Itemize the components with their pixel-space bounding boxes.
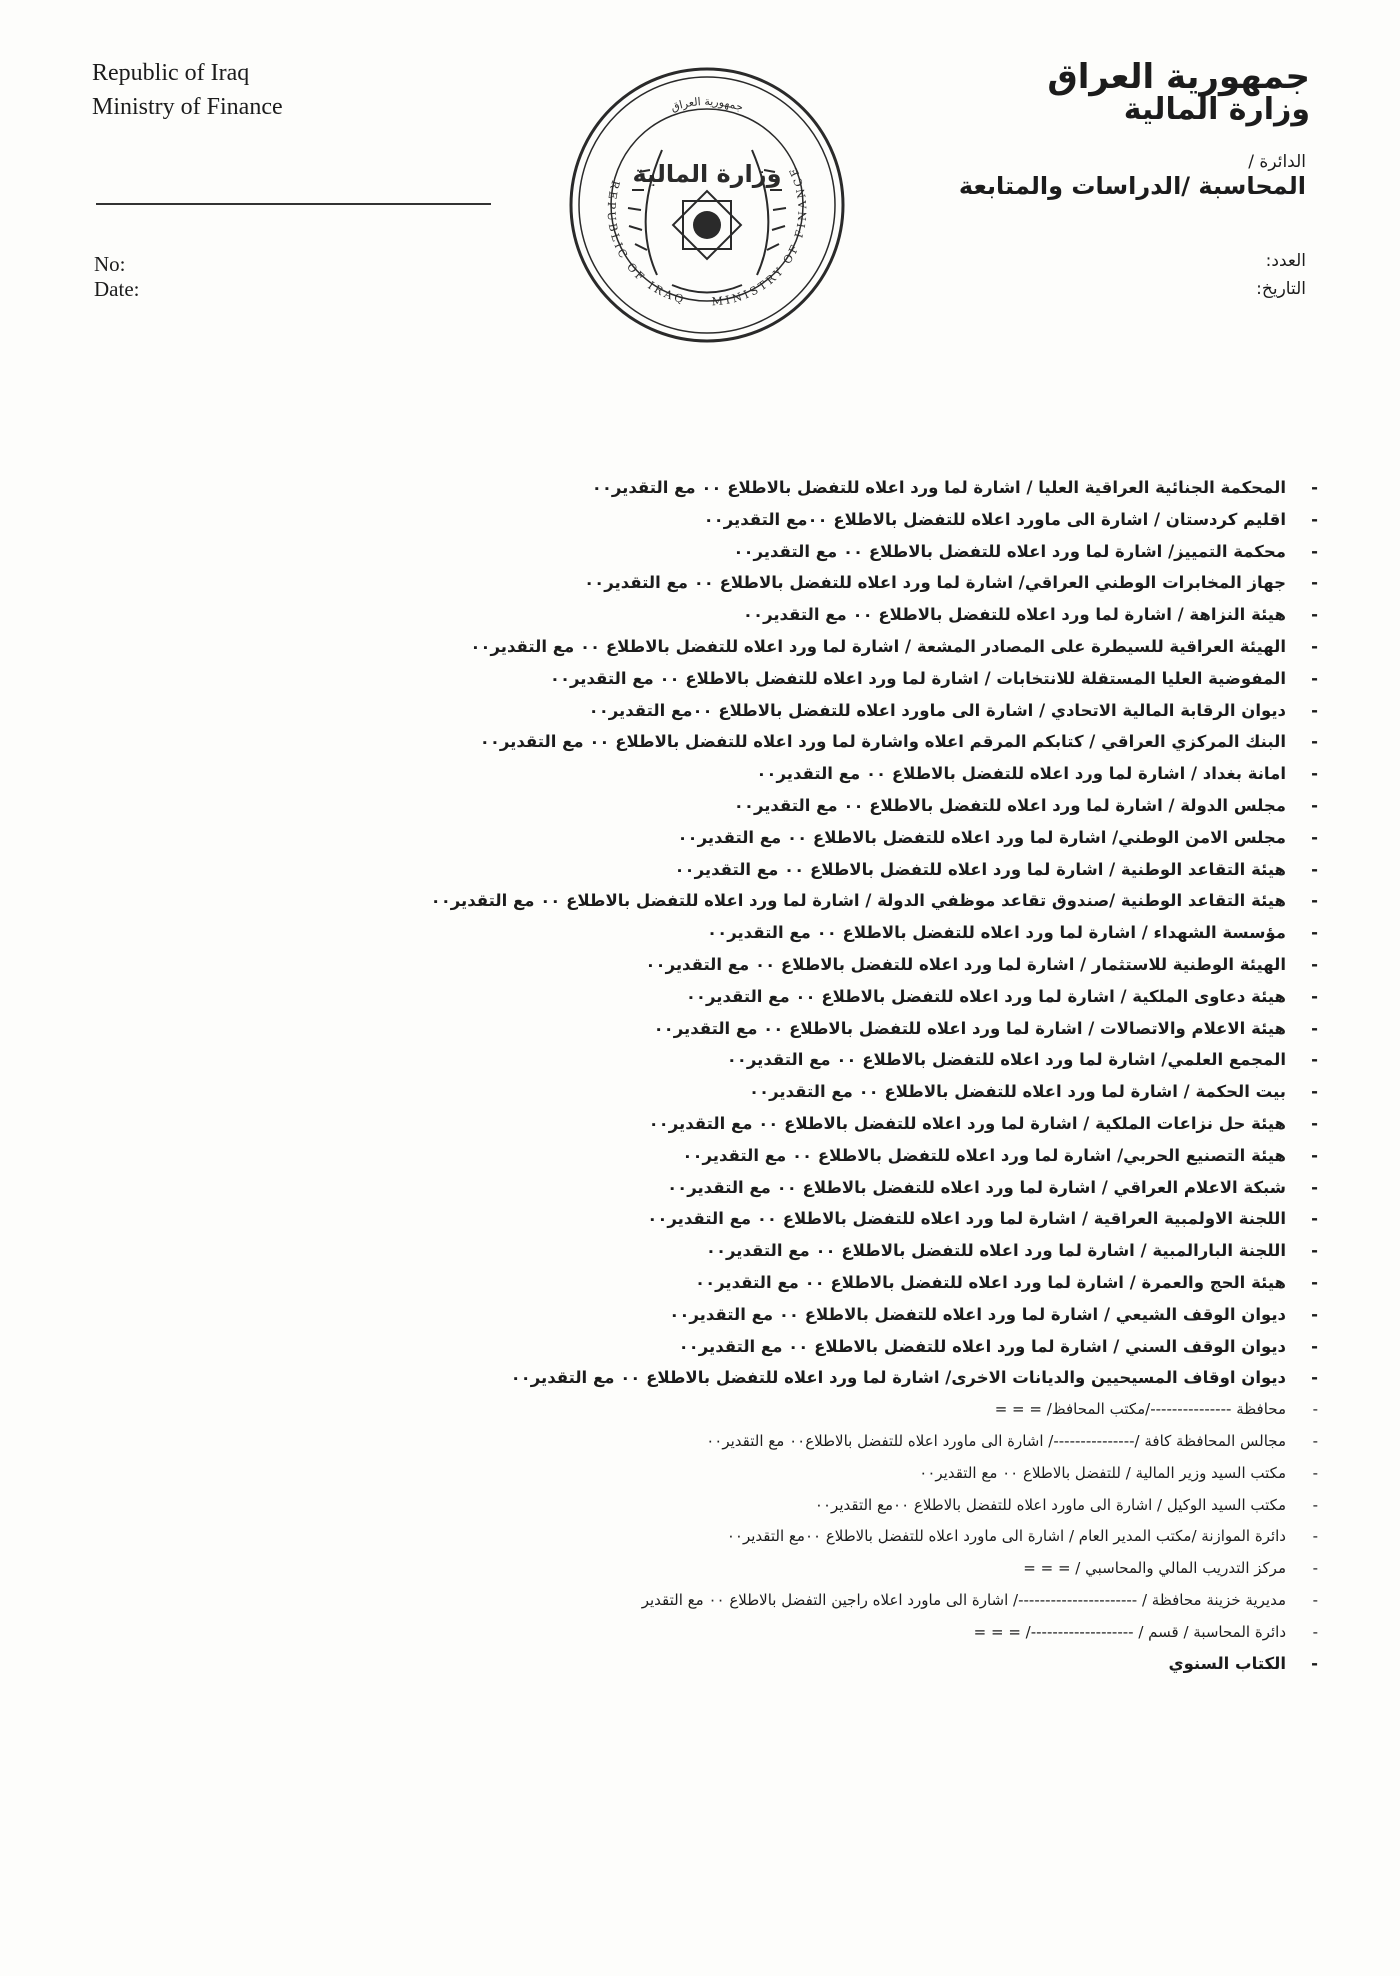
english-header-rule	[96, 203, 491, 205]
english-letterhead	[92, 56, 283, 124]
list-item-text: اللجنة البارالمبية / اشارة لما ورد اعلاه للتفضل بالاطلاع ٠٠ مع التقدير٠٠	[705, 1241, 1286, 1261]
list-bullet: -	[1311, 859, 1318, 879]
arabic-date-label: التاريخ:	[1256, 279, 1306, 299]
list-item	[218, 472, 1318, 504]
list-bullet: -	[1311, 636, 1318, 656]
list-bullet: -	[1312, 1463, 1318, 1482]
list-item-text: المجمع العلمي/ اشارة لما ورد اعلاه للتفضل بالاطلاع ٠٠ مع التقدير٠٠	[726, 1050, 1286, 1070]
list-bullet: -	[1312, 1559, 1318, 1578]
arabic-ministry-name: وزارة المالية	[1123, 92, 1310, 127]
list-item	[218, 1299, 1318, 1331]
list-item	[218, 790, 1318, 822]
arabic-department-label: الدائرة /	[1248, 152, 1306, 172]
english-reference-block	[94, 252, 139, 302]
list-item	[218, 1076, 1318, 1108]
list-bullet: -	[1311, 668, 1318, 688]
arabic-reference-block	[1256, 247, 1306, 303]
list-item-text: مجالس المحافظة كافة /---------------/ اشارة الى ماورد اعلاه للتفضل بالاطلاع٠٠ مع التقدير٠٠	[706, 1431, 1286, 1450]
list-item	[218, 854, 1318, 886]
list-item-text: مديرية خزينة محافظة / ----------------------/ اشارة الى ماورد اعلاه راجين التفضل بالاطلاع ٠٠ مع التقدير	[641, 1590, 1286, 1609]
list-bullet: -	[1311, 541, 1318, 561]
list-item-text: الكتاب السنوي	[1168, 1654, 1286, 1674]
list-bullet: -	[1311, 954, 1318, 974]
list-item-text: مكتب السيد الوكيل / اشارة الى ماورد اعلاه للتفضل بالاطلاع ٠٠مع التقدير٠٠	[814, 1495, 1286, 1514]
list-item-text: هيئة النزاهة / اشارة لما ورد اعلاه للتفضل بالاطلاع ٠٠ مع التقدير٠٠	[742, 605, 1286, 625]
list-bullet: -	[1311, 986, 1318, 1006]
list-item	[218, 1394, 1318, 1426]
list-bullet: -	[1311, 1241, 1318, 1261]
english-ministry-name: Ministry of Finance	[92, 94, 283, 120]
list-item-text: هيئة التقاعد الوطنية / اشارة لما ورد اعلاه للتفضل بالاطلاع ٠٠ مع التقدير٠٠	[674, 859, 1286, 879]
list-item	[218, 567, 1318, 599]
list-item	[218, 1044, 1318, 1076]
list-item	[218, 1267, 1318, 1299]
list-item-text: اللجنة الاولمبية العراقية / اشارة لما ورد اعلاه للتفضل بالاطلاع ٠٠ مع التقدير٠٠	[647, 1209, 1286, 1229]
list-item	[218, 663, 1318, 695]
list-bullet: -	[1312, 1590, 1318, 1609]
star-ornament-icon	[673, 191, 741, 259]
list-item	[218, 631, 1318, 663]
list-item-text: محكمة التمييز/ اشارة لما ورد اعلاه للتفضل بالاطلاع ٠٠ مع التقدير٠٠	[733, 541, 1286, 561]
list-bullet: -	[1311, 923, 1318, 943]
list-item-text: هيئة دعاوى الملكية / اشارة لما ورد اعلاه للتفضل بالاطلاع ٠٠ مع التقدير٠٠	[685, 986, 1286, 1006]
list-item	[218, 1235, 1318, 1267]
list-item-text: ديوان الوقف الشيعي / اشارة لما ورد اعلاه للتفضل بالاطلاع ٠٠ مع التقدير٠٠	[669, 1304, 1286, 1324]
list-item	[218, 1458, 1318, 1490]
list-bullet: -	[1311, 1336, 1318, 1356]
list-item	[218, 1203, 1318, 1235]
list-item-text: المحكمة الجنائية العراقية العليا / اشارة لما ورد اعلاه للتفضل بالاطلاع ٠٠ مع التقدير٠٠	[591, 478, 1286, 497]
list-item	[218, 536, 1318, 568]
list-item	[218, 1426, 1318, 1458]
list-item-text: هيئة حل نزاعات الملكية / اشارة لما ورد اعلاه للتفضل بالاطلاع ٠٠ مع التقدير٠٠	[648, 1113, 1286, 1133]
english-date-label: Date:	[94, 277, 140, 301]
list-bullet: -	[1311, 1145, 1318, 1165]
list-bullet: -	[1311, 827, 1318, 847]
english-number-label: No:	[94, 252, 126, 276]
list-bullet: -	[1311, 573, 1318, 593]
list-bullet: -	[1311, 1209, 1318, 1229]
list-bullet: -	[1311, 478, 1318, 497]
list-item-text: جهاز المخابرات الوطني العراقي/ اشارة لما ورد اعلاه للتفضل بالاطلاع ٠٠ مع التقدير٠٠	[584, 573, 1286, 593]
list-bullet: -	[1312, 1495, 1318, 1514]
list-item-text: هيئة الاعلام والاتصالات / اشارة لما ورد اعلاه للتفضل بالاطلاع ٠٠ مع التقدير٠٠	[653, 1018, 1286, 1038]
list-item	[218, 822, 1318, 854]
list-item-text: مؤسسة الشهداء / اشارة لما ورد اعلاه للتفضل بالاطلاع ٠٠ مع التقدير٠٠	[707, 923, 1286, 943]
list-bullet: -	[1311, 700, 1318, 720]
list-item	[218, 695, 1318, 727]
list-item	[218, 1521, 1318, 1553]
list-item	[218, 1553, 1318, 1585]
list-item-text: دائرة المحاسبة / قسم / -------------------/ = = =	[973, 1622, 1286, 1641]
list-item	[218, 1362, 1318, 1394]
list-item-text: مجلس الامن الوطني/ اشارة لما ورد اعلاه للتفضل بالاطلاع ٠٠ مع التقدير٠٠	[677, 827, 1286, 847]
list-item-text: ديوان اوقاف المسيحيين والديانات الاخرى/ اشارة لما ورد اعلاه للتفضل بالاطلاع ٠٠ مع التقدير٠٠	[510, 1368, 1286, 1388]
seal-ring-english-right: MINISTRY OF FINANCE	[711, 162, 810, 309]
list-item	[218, 981, 1318, 1013]
list-item	[218, 1013, 1318, 1045]
list-bullet: -	[1312, 1400, 1318, 1419]
list-item-text: دائرة الموازنة /مكتب المدير العام / اشارة الى ماورد اعلاه للتفضل بالاطلاع ٠٠مع التقدير٠٠	[726, 1527, 1286, 1546]
list-bullet: -	[1311, 1304, 1318, 1324]
arabic-department-name: المحاسبة /الدراسات والمتابعة	[958, 172, 1306, 200]
list-bullet: -	[1312, 1431, 1318, 1450]
list-item-text: اقليم كردستان / اشارة الى ماورد اعلاه للتفضل بالاطلاع ٠٠مع التقدير٠٠	[703, 509, 1286, 529]
list-item-text: الهيئة العراقية للسيطرة على المصادر المشعة / اشارة لما ورد اعلاه للتفضل بالاطلاع ٠٠ مع التقدير٠٠	[470, 636, 1286, 656]
list-bullet: -	[1311, 1368, 1318, 1388]
arabic-country-name: جمهورية العراق	[1047, 57, 1310, 97]
list-item	[218, 917, 1318, 949]
list-bullet: -	[1311, 1050, 1318, 1070]
list-bullet: -	[1311, 605, 1318, 625]
arabic-letterhead	[1047, 57, 1310, 127]
list-item-text: مكتب السيد وزير المالية / للتفضل بالاطلاع ٠٠ مع التقدير٠٠	[919, 1463, 1286, 1482]
list-item	[218, 1490, 1318, 1522]
list-item	[218, 758, 1318, 790]
seal-ring-english-left: REPUBLIC OF IRAQ	[604, 178, 688, 307]
list-bullet: -	[1311, 509, 1318, 529]
list-item-text: هيئة الحج والعمرة / اشارة لما ورد اعلاه للتفضل بالاطلاع ٠٠ مع التقدير٠٠	[695, 1272, 1286, 1292]
list-item	[218, 885, 1318, 917]
list-item	[218, 1172, 1318, 1204]
list-bullet: -	[1311, 764, 1318, 784]
list-item-text: مجلس الدولة / اشارة لما ورد اعلاه للتفضل بالاطلاع ٠٠ مع التقدير٠٠	[733, 795, 1286, 815]
list-item-text: الهيئة الوطنية للاستثمار / اشارة لما ورد اعلاه للتفضل بالاطلاع ٠٠ مع التقدير٠٠	[645, 954, 1286, 974]
ministry-seal-emblem	[562, 60, 852, 350]
arabic-number-label: العدد:	[1265, 251, 1306, 271]
list-item-text: شبكة الاعلام العراقي / اشارة لما ورد اعلاه للتفضل بالاطلاع ٠٠ مع التقدير٠٠	[667, 1177, 1286, 1197]
list-bullet: -	[1311, 1654, 1318, 1674]
list-item	[218, 949, 1318, 981]
list-bullet: -	[1311, 732, 1318, 752]
list-bullet: -	[1311, 891, 1318, 911]
list-bullet: -	[1311, 1177, 1318, 1197]
list-bullet: -	[1311, 795, 1318, 815]
distribution-list	[218, 472, 1318, 1680]
list-item	[218, 1140, 1318, 1172]
list-item	[218, 1331, 1318, 1363]
list-item-text: محافظة ---------------/مكتب المحافظ/ = = =	[994, 1400, 1286, 1419]
list-item	[218, 599, 1318, 631]
list-item	[218, 1617, 1318, 1649]
list-item	[218, 726, 1318, 758]
list-item-text: هيئة التصنيع الحربي/ اشارة لما ورد اعلاه للتفضل بالاطلاع ٠٠ مع التقدير٠٠	[682, 1145, 1286, 1165]
list-item-text: المفوضية العليا المستقلة للانتخابات / اشارة لما ورد اعلاه للتفضل بالاطلاع ٠٠ مع التقدير٠٠	[549, 668, 1286, 688]
list-bullet: -	[1311, 1082, 1318, 1102]
list-item	[218, 504, 1318, 536]
list-item-text: البنك المركزي العراقي / كتابكم المرقم اعلاه واشارة لما ورد اعلاه للتفضل بالاطلاع ٠٠ مع التقدير٠٠	[479, 732, 1286, 752]
list-bullet: -	[1312, 1527, 1318, 1546]
seal-ring-arabic-text: جمهورية العراق	[669, 94, 745, 115]
list-bullet: -	[1311, 1018, 1318, 1038]
list-item-text: امانة بغداد / اشارة لما ورد اعلاه للتفضل بالاطلاع ٠٠ مع التقدير٠٠	[756, 764, 1286, 784]
list-item-text: ديوان الرقابة المالية الاتحادي / اشارة الى ماورد اعلاه للتفضل بالاطلاع ٠٠مع التقدير٠٠	[588, 700, 1286, 720]
list-item	[218, 1648, 1318, 1680]
list-bullet: -	[1311, 1272, 1318, 1292]
list-item	[218, 1108, 1318, 1140]
list-item	[218, 1585, 1318, 1617]
list-bullet: -	[1312, 1622, 1318, 1641]
list-item-text: بيت الحكمة / اشارة لما ورد اعلاه للتفضل بالاطلاع ٠٠ مع التقدير٠٠	[748, 1082, 1286, 1102]
list-item-text: هيئة التقاعد الوطنية /صندوق تقاعد موظفي الدولة / اشارة لما ورد اعلاه للتفضل بالاطلاع ٠٠ مع التقدير٠٠	[430, 891, 1286, 911]
english-country-name: Republic of Iraq	[92, 60, 250, 86]
list-item-text: مركز التدريب المالي والمحاسبي / = = =	[1023, 1559, 1286, 1578]
list-bullet: -	[1311, 1113, 1318, 1133]
list-item-text: ديوان الوقف السني / اشارة لما ورد اعلاه للتفضل بالاطلاع ٠٠ مع التقدير٠٠	[678, 1336, 1286, 1356]
seal-center-text: وزارة المالية	[632, 160, 782, 188]
